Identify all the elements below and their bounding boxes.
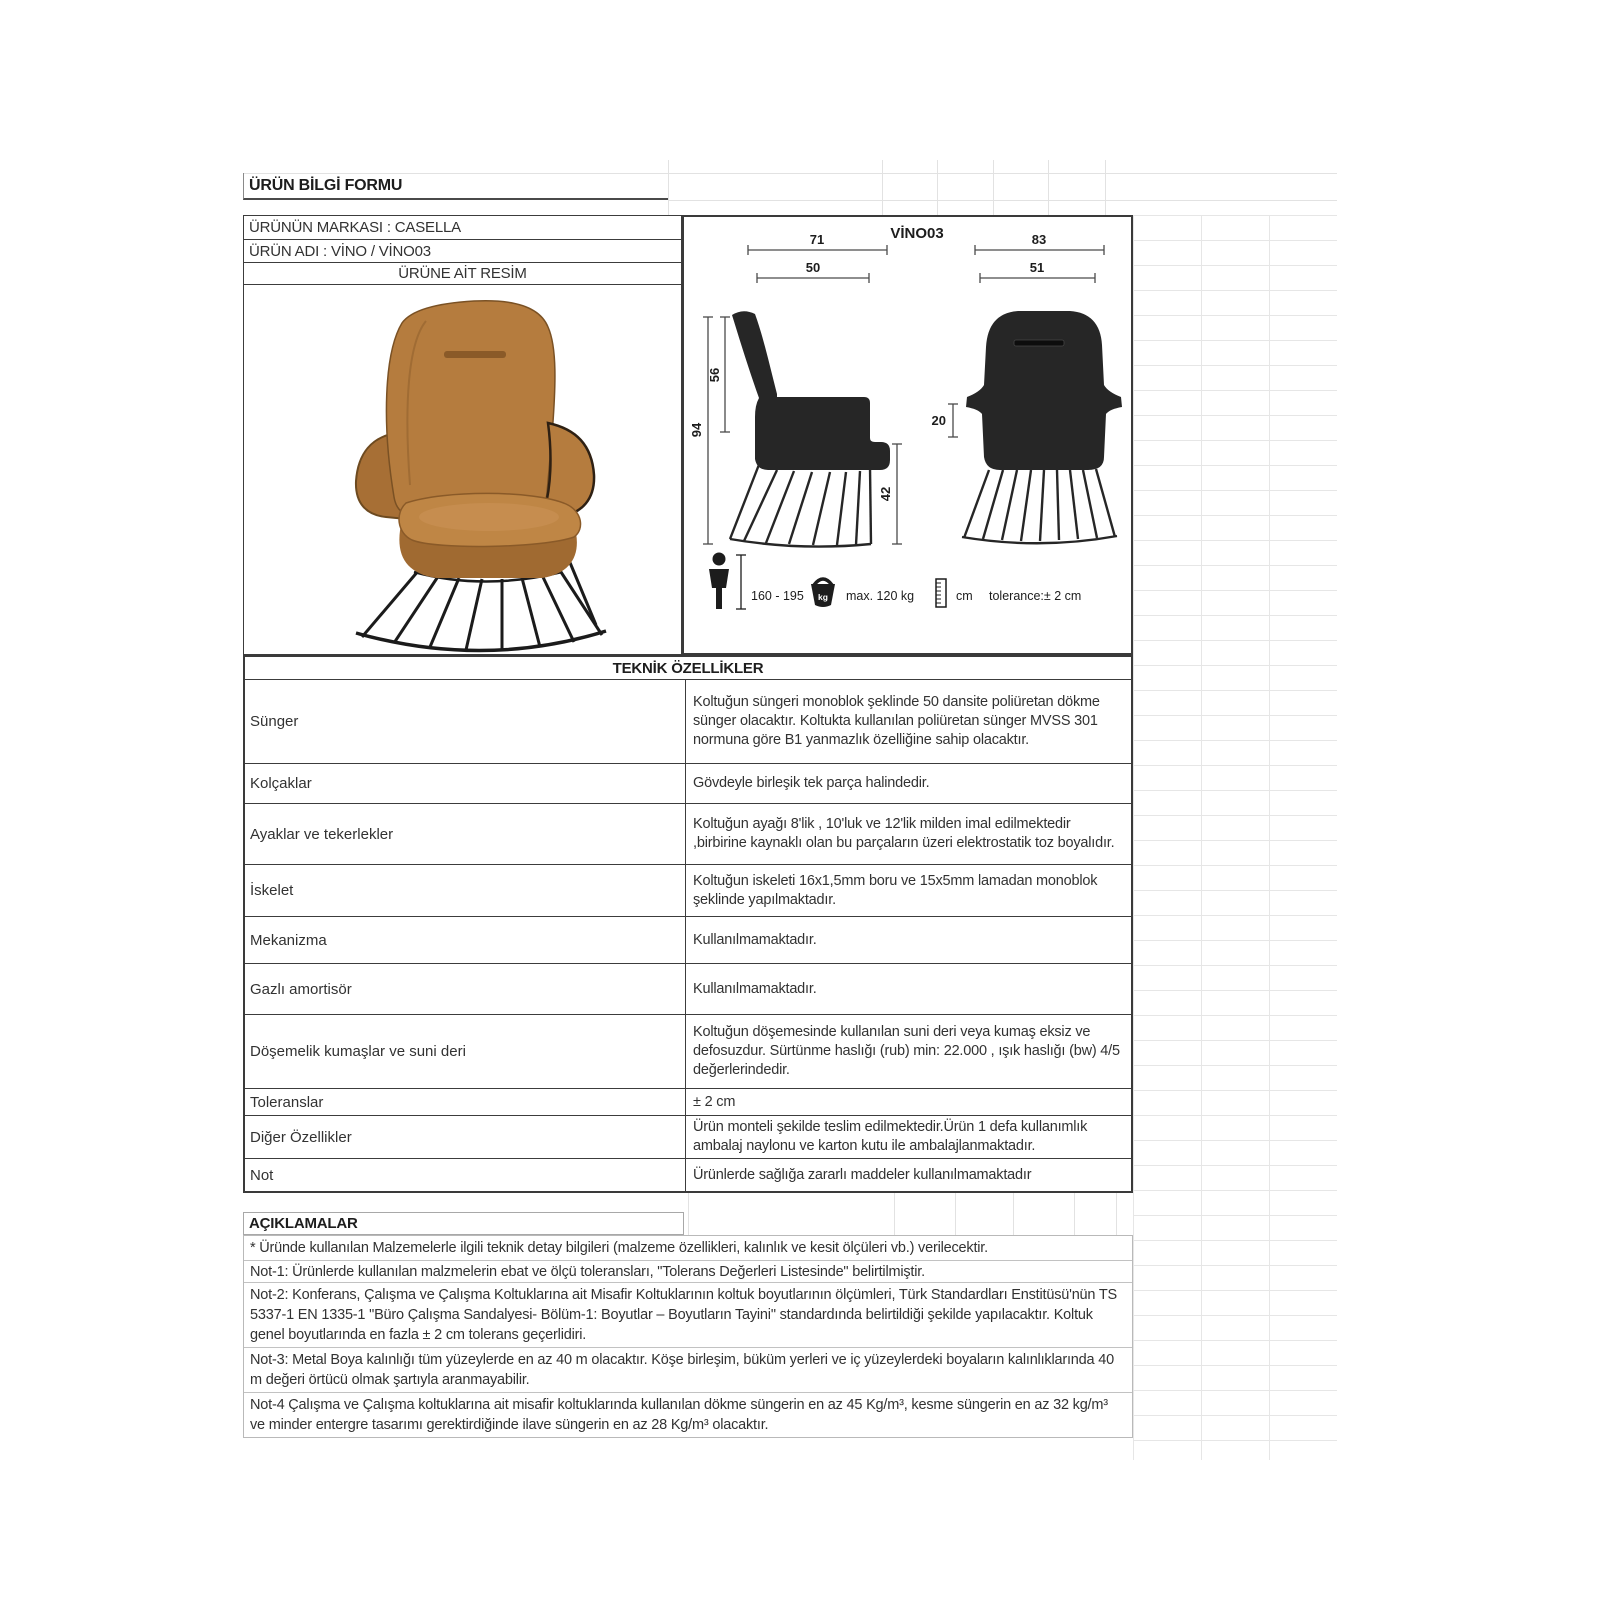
grid-line <box>668 200 1337 201</box>
spec-label: Not <box>245 1159 686 1191</box>
spec-value: Koltuğun döşemesinde kullanılan suni deri veya kumaş eksiz ve defosuzdur. Sürtünme haslığı (rub) min: 22.000 , ışık haslığı (bw) 4/5 değerlerindedir. <box>693 1024 1120 1078</box>
chair-side-silhouette <box>732 311 890 470</box>
dim-side-seat-width: 50 <box>805 260 821 275</box>
grid-line <box>882 160 883 215</box>
grid-line <box>668 160 669 215</box>
dim-seat-height: 42 <box>878 486 893 502</box>
backrest-slot <box>444 351 506 358</box>
unit-label: cm <box>956 589 973 603</box>
spec-value: ± 2 cm <box>693 1093 736 1110</box>
grid-line <box>1048 160 1049 215</box>
note-item: Not-4 Çalışma ve Çalışma koltuklarına ait misafir koltuklarında kullanılan dökme süngerin en az 45 Kg/m³, kesme süngerin en az 32 kg/m³ ve minder entergre tasarımı gerektirdiğinde ilave süngerin en az 28 Kg/m³ olacaktır. <box>250 1397 1108 1433</box>
spec-label: Mekanizma <box>245 917 686 963</box>
height-measure-line <box>736 555 746 609</box>
dim-front-overall-width: 83 <box>1031 232 1047 247</box>
spec-table-header: TEKNİK ÖZELLİKLER <box>245 657 1131 680</box>
dim-total-height: 94 <box>689 422 704 438</box>
max-weight-label: max. 120 kg <box>846 589 915 603</box>
max-weight-icon <box>811 579 835 607</box>
spec-row-not <box>245 1159 1131 1191</box>
note-item: Not-2: Konferans, Çalışma ve Çalışma Koltuklarına ait Misafir Koltuklarının koltuk boyutlarının ölçümleri, Türk Standardları Enstitüsü'nün TS 5337-1 EN 1335-1 "Büro Çalışma Sandalyesi- Bölüm-1: Boyutlar – Boyutların Tayini" standardında belirtildiği şekilde yapılacaktır. Koltuk genel boyutlarında en fazla ± 2 cm tolerans geçerlidiri. <box>244 1283 1132 1348</box>
product-photo-cell <box>243 285 682 655</box>
spec-value: Ürünlerde sağlığa zararlı maddeler kullanılmamaktadır <box>693 1166 1032 1183</box>
spec-value: Gövdeyle birleşik tek parça halindedir. <box>693 775 930 791</box>
user-height-icon <box>709 553 729 610</box>
chair-front-legs <box>962 469 1117 543</box>
spec-row-sunger <box>245 680 1131 764</box>
grid-line <box>1105 160 1106 215</box>
spec-row-mekanizma <box>245 917 1131 964</box>
chair-front-silhouette <box>966 311 1122 470</box>
spec-value: Kullanılmamaktadır. <box>693 931 817 948</box>
spec-label: İskelet <box>245 865 686 916</box>
chair-backrest <box>386 301 555 517</box>
form-title: ÜRÜN BİLGİ FORMU <box>243 173 668 200</box>
spec-row-ayaklar <box>245 804 1131 865</box>
dim-back-height: 56 <box>707 367 722 383</box>
grid-line <box>1013 1193 1014 1235</box>
notes-header: AÇIKLAMALAR <box>243 1212 684 1235</box>
grid-line <box>993 160 994 215</box>
ruler-icon <box>936 579 946 607</box>
grid-line <box>937 160 938 215</box>
chair-front-slot <box>1014 340 1064 346</box>
spec-value: Koltuğun ayağı 8'lik , 10'luk ve 12'lik milden imal edilmektedir ,birbirine kaynaklı olan bu parçaların üzeri elektrostatik toz boyalıdır. <box>693 816 1115 851</box>
grid-line <box>894 1193 895 1235</box>
spec-label: Sünger <box>245 680 686 763</box>
spec-label: Diğer Özellikler <box>245 1116 686 1158</box>
spec-row-gazli-amortisor <box>245 964 1131 1015</box>
product-name-row: ÜRÜN ADI : VİNO / VİNO03 <box>243 240 682 263</box>
note-item: * Üründe kullanılan Malzemelerle ilgili teknik detay bilgileri (malzeme özellikleri, kalınlık ve kesit ölçüleri vb.) verilecektir. <box>244 1236 1132 1261</box>
drawing-model-label: VİNO03 <box>890 225 944 242</box>
spec-row-dosemelik <box>245 1015 1131 1089</box>
spec-label: Ayaklar ve tekerlekler <box>245 804 686 864</box>
tolerance-label: tolerance:± 2 cm <box>989 589 1082 603</box>
kg-glyph: kg <box>818 592 828 602</box>
seat-highlight <box>419 503 559 531</box>
technical-drawing-box <box>682 215 1133 655</box>
dim-arm-height: 20 <box>931 413 946 428</box>
spec-value: Koltuğun süngeri monoblok şeklinde 50 dansite poliüretan dökme sünger olacaktır. Koltukta kullanılan poliüretan sünger MVSS 301 normuna göre B1 yanmazlık özelliğine sahip olacaktır. <box>693 694 1100 748</box>
user-height-label: 160 - 195 <box>751 589 804 603</box>
note-item: Not-3: Metal Boya kalınlığı tüm yüzeylerde en az 40 m olacaktır. Köşe birleşim, büküm yerleri ve iç yüzeylerdeki boyaların kalınlıklarında 40 m değeri örtücü olmak şartıyla aranmayabilir. <box>244 1348 1132 1393</box>
spec-label: Kolçaklar <box>245 764 686 803</box>
armchair-photo <box>244 285 681 653</box>
spec-row-iskelet <box>245 865 1131 917</box>
notes-box <box>243 1235 1133 1438</box>
chair-side-legs <box>730 462 871 547</box>
spec-row-kolcaklar <box>245 764 1131 804</box>
grid-line <box>1116 1193 1117 1235</box>
dim-front-seat-width: 51 <box>1029 260 1045 275</box>
brand-row: ÜRÜNÜN MARKASI : CASELLA <box>243 215 682 240</box>
spec-value: Kullanılmamaktadır. <box>693 980 817 997</box>
technical-drawing <box>684 217 1131 653</box>
grid-right-band <box>1133 215 1337 1460</box>
spec-value: Koltuğun iskeleti 16x1,5mm boru ve 15x5mm lamadan monoblok şeklinde yapılmaktadır. <box>693 872 1098 908</box>
spec-label: Toleranslar <box>245 1089 686 1115</box>
grid-line <box>955 1193 956 1235</box>
dim-side-overall-width: 71 <box>809 232 825 247</box>
spec-row-toleranslar <box>245 1089 1131 1116</box>
grid-line <box>688 1193 689 1235</box>
spec-label: Döşemelik kumaşlar ve suni deri <box>245 1015 686 1088</box>
spec-value: Ürün monteli şekilde teslim edilmektedir.Ürün 1 defa kullanımlık ambalaj naylonu ve karton kutu ile ambalajlanmaktadır. <box>693 1119 1088 1154</box>
note-item: Not-1: Ürünlerde kullanılan malzmelerin ebat ve ölçü toleransları, "Tolerans Değerleri Listesinde" belirtilmiştir. <box>244 1261 1132 1283</box>
spec-row-diger-ozellikler <box>245 1116 1131 1159</box>
spec-table <box>243 655 1133 1193</box>
spec-label: Gazlı amortisör <box>245 964 686 1014</box>
image-header: ÜRÜNE AİT RESİM <box>243 263 682 285</box>
grid-line <box>1074 1193 1075 1235</box>
